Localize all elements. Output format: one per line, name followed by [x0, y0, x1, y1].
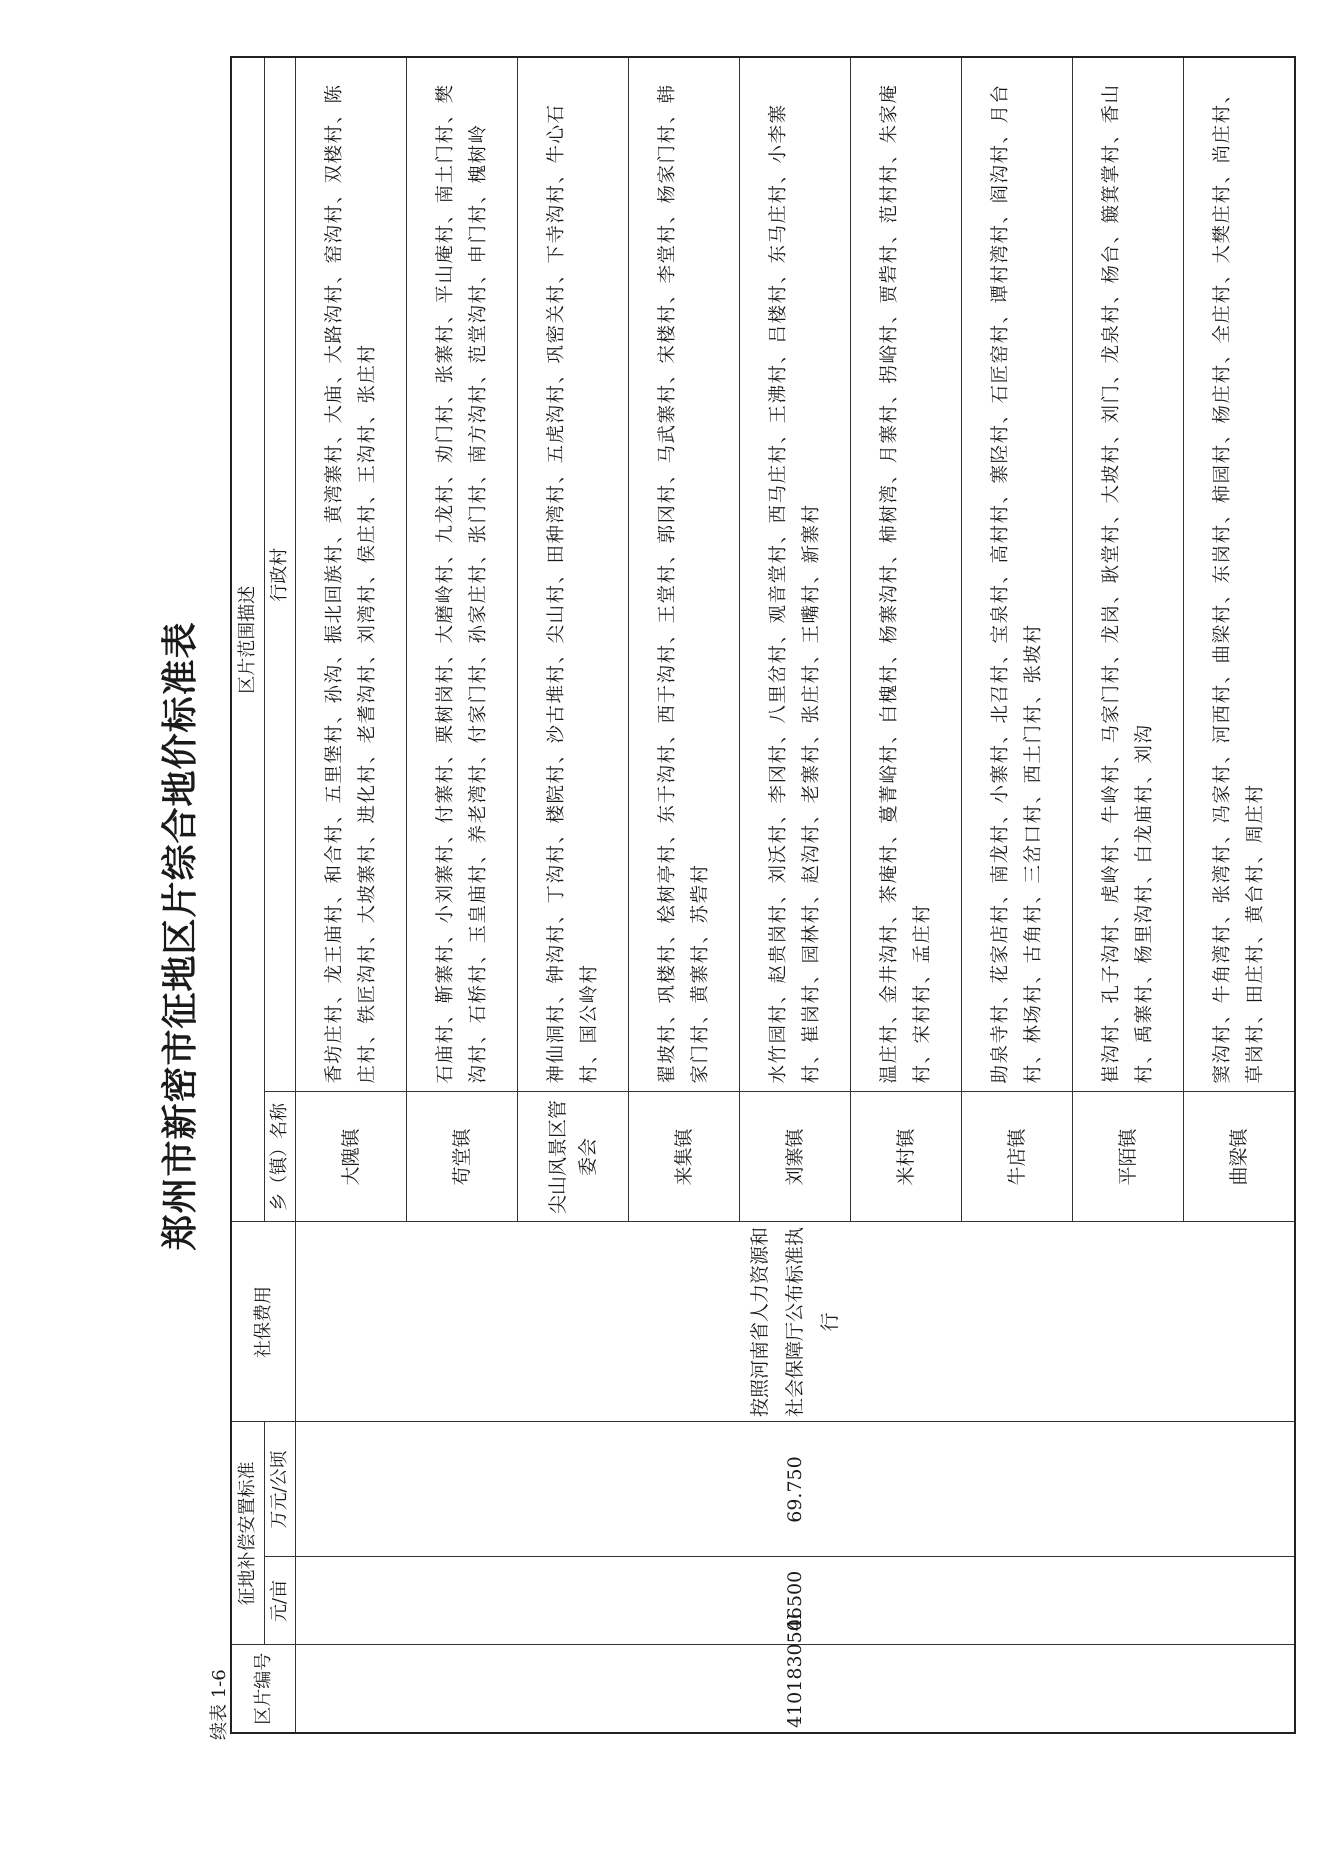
town-cell: 平陌镇 — [1073, 1092, 1184, 1222]
header-compensation: 征地补偿安置标准 — [231, 1422, 265, 1645]
villages-cell: 窦沟村、牛角湾村、张湾村、冯家村、河西村、曲梁村、东岗村、柿园村、杨庄村、全庄村、大樊庄村、尚庄村、草岗村、田庄村、黄台村、周庄村 — [1184, 57, 1296, 1092]
header-social-security: 社保费用 — [231, 1222, 296, 1422]
zone-id-cell: 410183050l — [296, 1645, 1296, 1733]
villages-cell: 石庙村、靳寨村、小刘寨村、付寨村、栗树岗村、大磨岭村、九龙村、劝门村、张寨村、平山庵村、南土门村、樊沟村、石桥村、玉皇庙村、养老湾村、付家门村、孙家庄村、张门村、南方沟村、范堂沟村、申门村、槐树岭 — [407, 57, 518, 1092]
town-cell: 苟堂镇 — [407, 1092, 518, 1222]
town-cell: 尖山风景区管委会 — [518, 1092, 629, 1222]
header-town: 乡（镇）名称 — [265, 1092, 296, 1222]
town-cell: 牛店镇 — [962, 1092, 1073, 1222]
header-scope: 区片范围描述 — [231, 57, 265, 1222]
town-cell: 刘寨镇 — [740, 1092, 851, 1222]
table-label: 续表 1-6 — [209, 1669, 230, 1740]
town-cell: 大隗镇 — [296, 1092, 407, 1222]
table-row — [296, 57, 407, 1733]
header-zone-id: 区片编号 — [231, 1645, 296, 1733]
villages-cell: 助泉寺村、花家店村、南龙村、小寨村、北召村、宝泉村、高村村、寨陉村、石匠窑村、谭村湾村、阎沟村、月台村、林场村、古角村、三岔口村、西土门村、张坡村 — [962, 57, 1073, 1092]
page-title: 郑州市新密市征地区片综合地价标准表 — [160, 621, 201, 1251]
land-price-table — [230, 56, 1296, 1734]
yuan-per-mu-cell: 46500 — [296, 1557, 1296, 1645]
villages-cell: 翟坡村、巩楼村、桧树亭村、东于沟村、西于沟村、王堂村、郭冈村、马武寨村、宋楼村、李堂村、杨家门村、韩家门村、黄寨村、苏砦村 — [629, 57, 740, 1092]
header-villages: 行政村 — [265, 57, 296, 1092]
social-security-cell: 按照河南省人力资源和社会保障厅公布标准执行 — [296, 1222, 1296, 1422]
villages-cell: 温庄村、金井沟村、茶庵村、蔓菁峪村、白槐村、杨寨沟村、柿树湾、月寨村、拐峪村、贾砦村、范村村、朱家庵村、宋村村、孟庄村 — [851, 57, 962, 1092]
villages-cell: 水竹园村、赵贵岗村、刘沃村、李冈村、八里岔村、观音堂村、西马庄村、王沸村、吕楼村、东马庄村、小李寨村、崔岗村、园林村、赵沟村、老寨村、张庄村、王嘴村、新寨村 — [740, 57, 851, 1092]
wan-per-ha-cell: 69.750 — [296, 1422, 1296, 1557]
villages-cell: 崔沟村、孔子沟村、虎岭村、牛岭村、马家门村、龙岗、耿堂村、大坡村、刘门、龙泉村、杨台、簸箕掌村、香山村、禹寨村、杨里沟村、白龙庙村、刘沟 — [1073, 57, 1184, 1092]
town-cell: 曲梁镇 — [1184, 1092, 1296, 1222]
header-yuan-per-mu: 元/亩 — [265, 1557, 296, 1645]
header-wan-per-ha: 万元/公顷 — [265, 1422, 296, 1557]
villages-cell: 香坊庄村、龙王庙村、和合村、五里堡村、孙沟、振北回族村、黄湾寨村、大庙、大路沟村、窑沟村、双楼村、陈庄村、铁匠沟村、大坡寨村、进化村、老耆沟村、刘湾村、侯庄村、王沟村、张庄村 — [296, 57, 407, 1092]
town-cell: 米村镇 — [851, 1092, 962, 1222]
villages-cell: 神仙洞村、钟沟村、丁沟村、楼院村、沙古堆村、尖山村、田种湾村、五虎沟村、巩密关村、下寺沟村、牛心石村、国公岭村 — [518, 57, 629, 1092]
town-cell: 来集镇 — [629, 1092, 740, 1222]
